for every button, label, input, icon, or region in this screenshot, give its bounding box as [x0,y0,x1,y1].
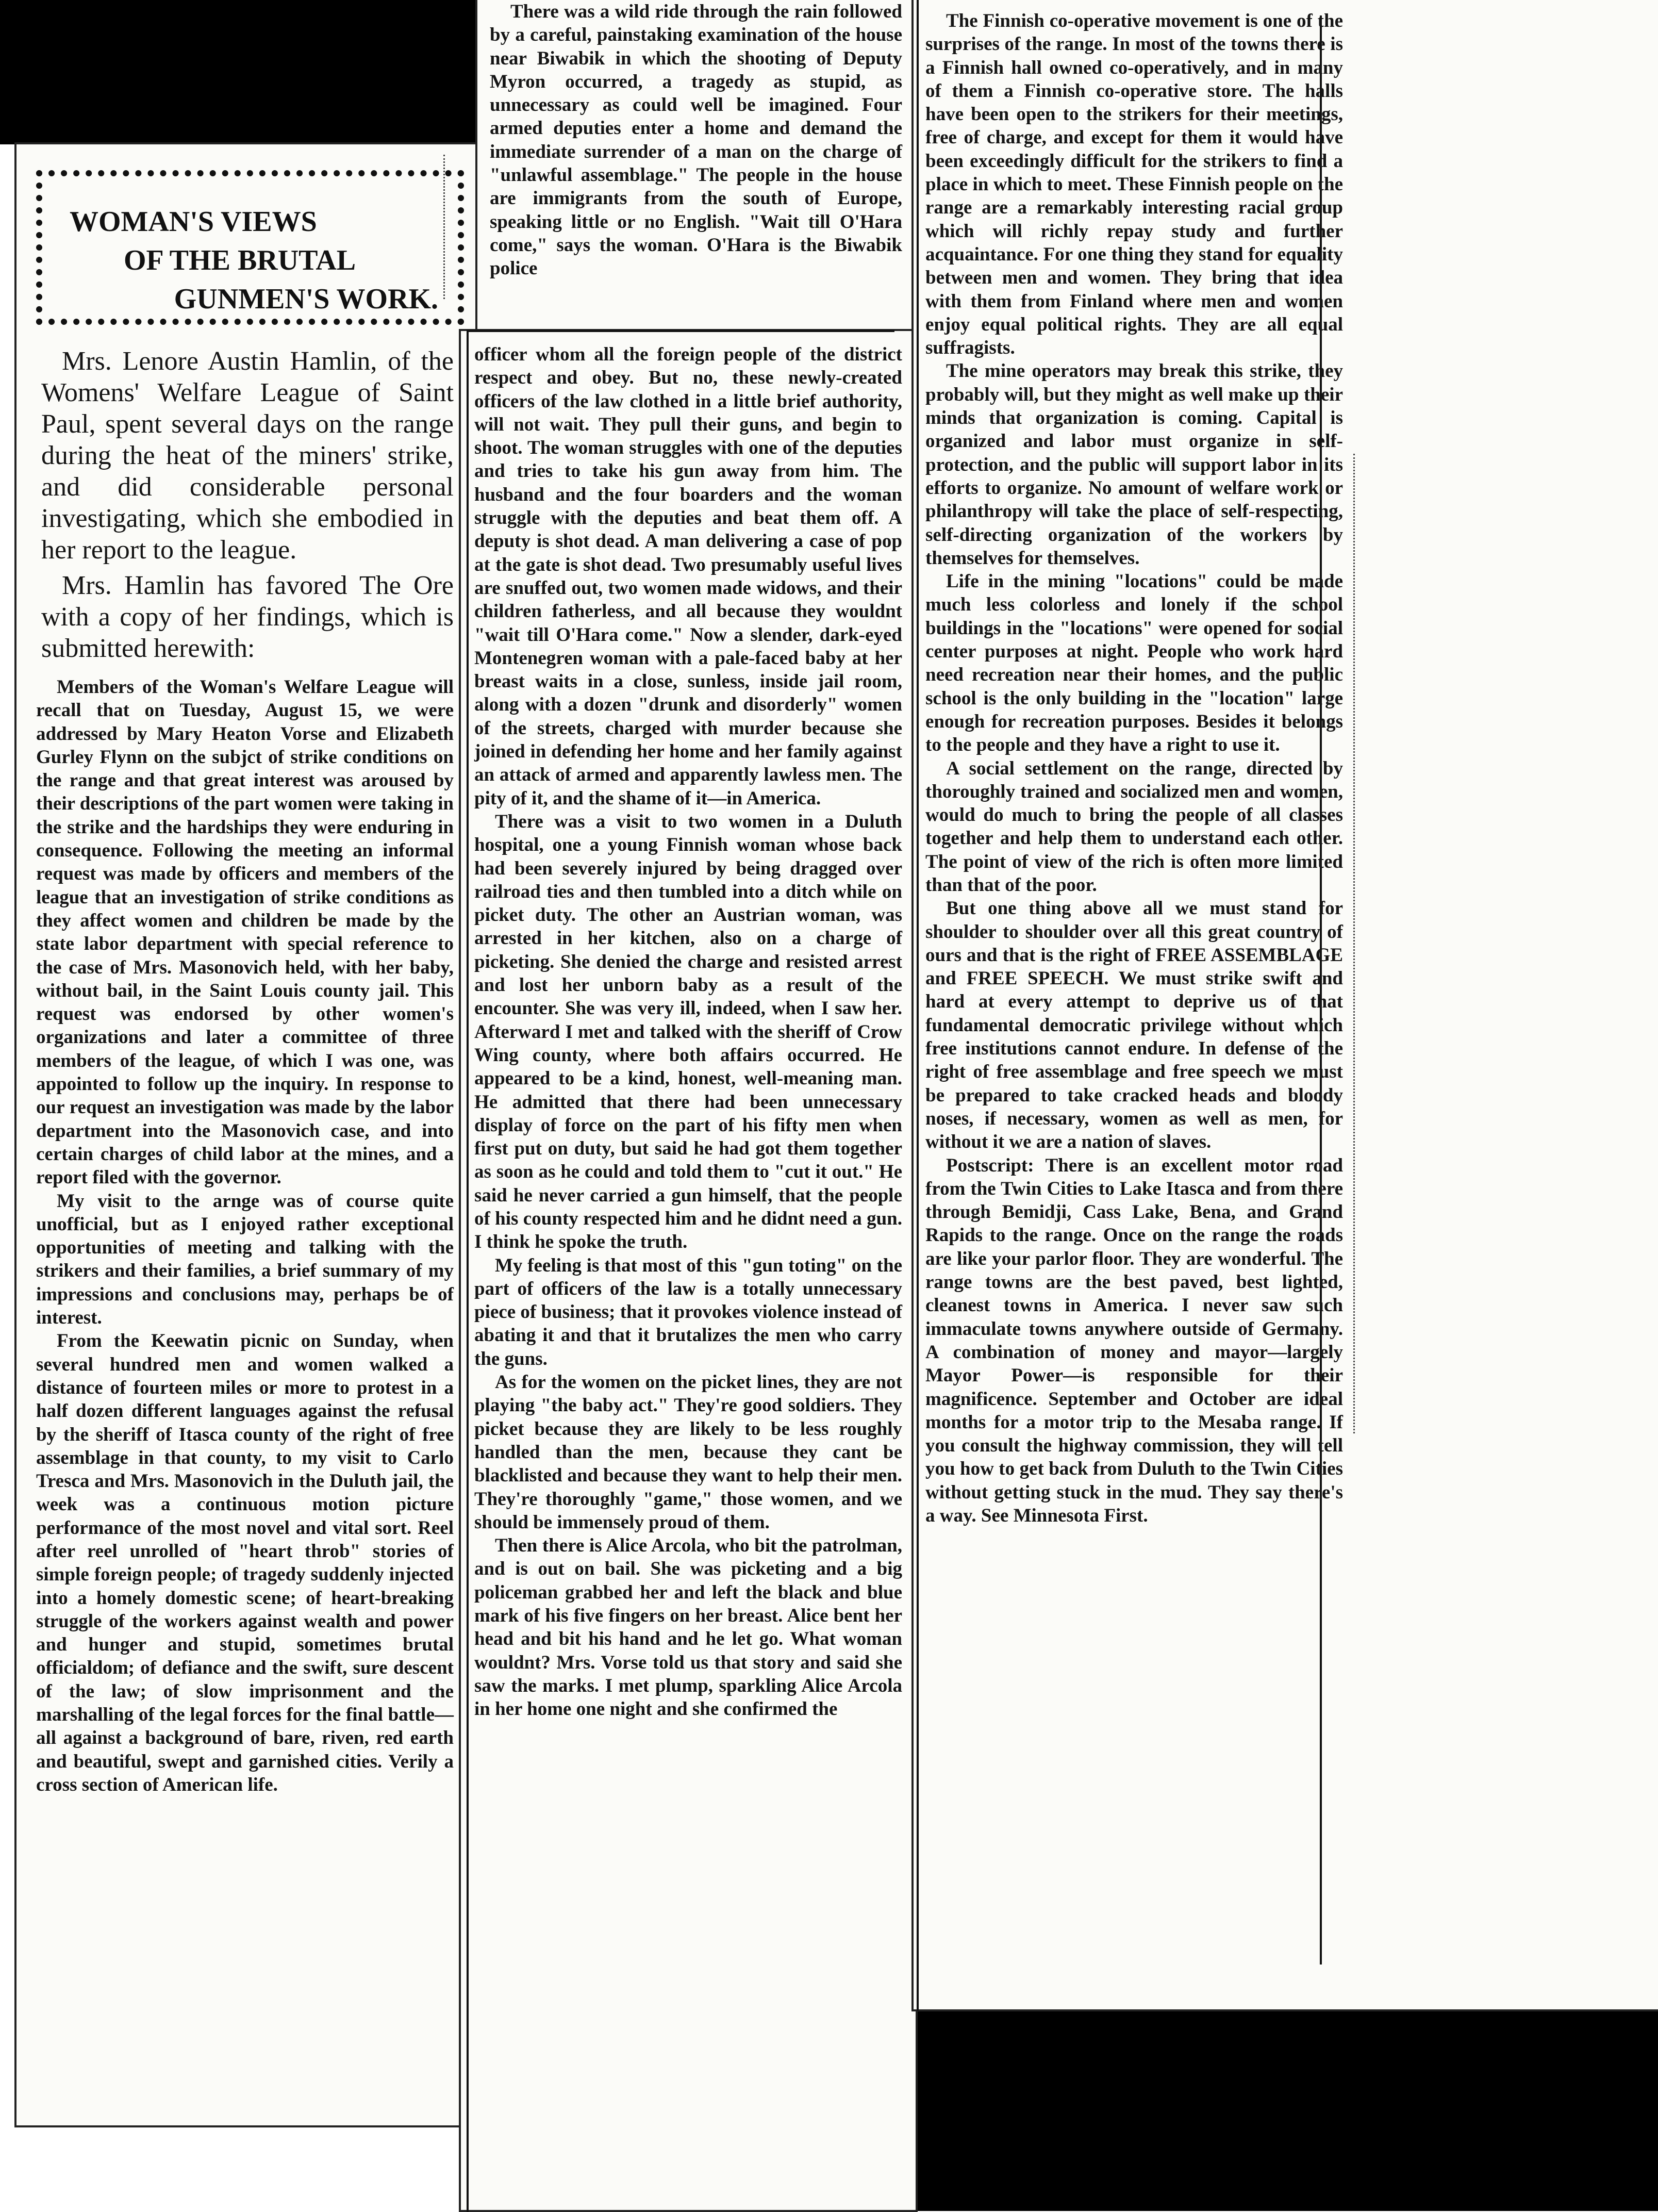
column-2-paragraph-1: officer whom all the foreign people of the district respect and obey. But no, these newly-created officers of the law clothed in a little brief authority, will not wait. They pull their guns, and begin to shoot. The woman struggles with one of the deputies and tries to take his gun away from him. The husband and the four boarders and the woman struggle with the deputies and beat them off. A deputy is shot dead. A man delivering a case of pop at the gate is shot dead. Two presumably useful lives are snuffed out, two women made widows, and their children fatherless, and all because they wouldnt "wait till O'Hara come." Now a slender, dark-eyed Montenegren woman with a pale-faced baby at her breast waits in a close, sunless, inside jail room, along with a dozen "drunk and disorderly" women of the streets, charged with murder because she joined in defending her home and her family against an attack of armed and apparently lawless men. The pity of it, and the shame of it—in America. [474,344,902,809]
headline-line-3: GUNMEN'S WORK. [174,283,438,315]
column-2-body [474,343,902,1721]
column-3-paragraph-1: The Finnish co-operative movement is one of the surprises of the range. In most of the towns there is a Finnish hall owned co-operatively, and in many of them a Finnish co-operative store. The halls have been open to the strikers for their meetings, free of charge, and except for them it would have been exceedingly difficult for the strikers to find a place in which to meet. These Finnish people on the range are a remarkably interesting racial group which will richly repay study and further acquaintance. For one thing they stand for equality between men and women. They bring that idea with them from Finland where men and women enjoy equal political rights. They are all equal suffragists. [925,10,1343,359]
column-2-top-paragraph: There was a wild ride through the rain followed by a careful, painstaking examination of the house near Biwabik in which the shooting of Deputy Myron occurred, a tragedy as stupid, as unnecessary as could well be imagined. Four armed deputies enter a home and demand the immediate surrender of a man on the charge of "unlawful assemblage." The people in the house are immigrants from the south of Europe, speaking little or no English. "Wait till O'Hara come," says the woman. O'Hara is the Biwabik police [490,1,902,279]
column-3-paragraph-4: A social settlement on the range, directed by thoroughly trained and socialized men and women, would do much to bring the people of all classes together and help them to understand each other. The point of view of the rich is often more limited than that of the poor. [925,757,1343,896]
column-2-paragraph-5: Then there is Alice Arcola, who bit the patrolman, and is out on bail. She was picketing and a big policeman grabbed her and left the black and blue mark of his five fingers on her breast. Alice bent her head and bit his hand and he let go. What woman wouldnt? Mrs. Vorse told us that story and said she saw the marks. I met plump, sparkling Alice Arcola in her home one night and she confirmed the [474,1535,902,1720]
scan-background-bottom-right [915,2008,1658,2211]
edge-fragment-marks [1353,454,1375,1433]
headline-line-2: OF THE BRUTAL [124,244,356,276]
column-3-paragraph-6: Postscript: There is an excellent motor road from the Twin Cities to Lake Itasca and from there through Bemidji, Cass Lake, Bena, and Grand Rapids to the range. Once on the range the roads are like your parlor floor. They are wonderful. The range towns are the best paved, best lighted, cleanest towns in America. I never saw such immaculate towns anywhere outside of Germany. A combination of money and mayor—largely Mayor Power—is responsible for their magnificence. September and October are ideal months for a motor trip to the Mesaba range. If you consult the highway commission, they will tell you how to get back from Duluth to the Twin Cities without getting stuck in the mud. They say there's a way. See Minnesota First. [925,1154,1343,1526]
column-1-paragraph-3: From the Keewatin picnic on Sunday, when several hundred men and women walked a distance of fourteen miles or more to protest in a half dozen different languages against the refusal by the sheriff of Itasca county of the right of free assemblage in that county, to my visit to Carlo Tresca and Mrs. Masonovich in the Duluth jail, the week was a continuous motion picture performance of the most novel and vital sort. Reel after reel unrolled of "heart throb" stories of simple foreign people; of tragedy suddenly injected into a homely domestic scene; of heart-breaking struggle of the workers against wealth and power and hunger and stupid, sometimes brutal officialdom; of defiance and the swift, sure descent of the law; of slow imprisonment and the marshalling of the legal forces for the final battle—all against a background of bare, riven, red earth and beautiful, swept and garnished cities. Verily a cross section of American life. [36,1330,454,1795]
scan-background-top-left [0,0,477,144]
intro-paragraph-2: Mrs. Hamlin has favored The Ore with a copy of her findings, which is submitted herewith: [41,571,454,663]
headline-line-1: WOMAN'S VIEWS [70,206,317,238]
intro-text [41,345,454,668]
column-1-paragraph-1: Members of the Woman's Welfare League will recall that on Tuesday, August 15, we were addressed by Mary Heaton Vorse and Elizabeth Gurley Flynn on the subjct of strike conditions on the range and that great interest was aroused by their descriptions of the part women were taking in the strike and the hardships they were enduring in consequence. Following the meeting an informal request was made by officers and members of the league that an investigation of strike conditions as they affect women and children be made by the state labor department with special reference to the case of Mrs. Masonovich held, with her baby, without bail, in the Saint Louis county jail. This request was endorsed by other women's organizations and later a committee of three members of the league, of which I was one, was appointed to follow up the inquiry. In response to our request an investigation was made by the labor department into the Masonovich case, and into certain charges of child labor at the mines, and a report filed with the governor. [36,676,454,1188]
column-2-paragraph-2: There was a visit to two women in a Duluth hospital, one a young Finnish woman whose back had been severely injured by being dragged over railroad ties and then tumbled into a ditch while on picket duty. The other an Austrian woman, was arrested in her kitchen, also on a charge of picketing. She denied the charge and resisted arrest and lost her unborn baby as a result of the encounter. She was very ill, indeed, when I saw her. Afterward I met and talked with the sheriff of Crow Wing county, where both affairs occurred. He appeared to be a kind, honest, well-meaning man. He admitted that there had been unnecessary display of force on the part of his fifty men when first put on duty, but said he had got them together as soon as he could and told them to "cut it out." He said he never carried a gun himself, that the people of his county respected him and he didnt need a gun. I think he spoke the truth. [474,811,902,1253]
column-2-paragraph-3: My feeling is that most of this "gun toting" on the part of officers of the law is a totally unnecessary piece of business; that it provokes violence instead of abating it and that it brutalizes the men who carry the guns. [474,1254,902,1369]
column-3-body [925,9,1343,1527]
intro-paragraph-1: Mrs. Lenore Austin Hamlin, of the Womens' Welfare League of Saint Paul, spent several days on the range during the heat of the miners' strike, and did considerable personal investigating, which she embodied in her report to the league. [41,346,454,565]
column-rule-2 [917,0,919,2011]
edge-fragment-marks-left [443,155,460,299]
column-1-paragraph-2: My visit to the arnge was of course quite unofficial, but as I enjoyed rather exceptional opportunities of meeting and talking with the strikers and their families, a brief summary of my impressions and conclusions may, perhaps be of interest. [36,1190,454,1329]
column-1-body [36,675,454,1796]
scan-background-bottom-middle [915,2037,961,2211]
column-3-paragraph-2: The mine operators may break this strike, they probably will, but they might as well make up their minds that organization is coming. Capital is organized and labor must organize in self-protection, and the public will support labor in its efforts to organize. No amount of welfare work or philanthropy will take the place of self-respecting, self-directing organization of the workers by themselves for themselves. [925,360,1343,569]
column-3-paragraph-5: But one thing above all we must stand for shoulder to shoulder over all this great country of ours and that is the right of FREE ASSEMBLAGE and FREE SPEECH. We must strike swift and hard at every attempt to deprive us of that fundamental democratic privilege without which free institutions cannot endure. In defense of the right of free assemblage and free speech we must be prepared to take cracked heads and bloody noses, if necessary, women as well as men, for without it we are a nation of slaves. [925,898,1343,1153]
column-2-paragraph-4: As for the women on the picket lines, they are not playing "the baby act." They're good soldiers. They picket because they are likely to be less roughly handled than the men, because they cant be blacklisted and because they want to help their men. They're thoroughly "game," those women, and we should be immensely proud of them. [474,1372,902,1533]
column-3-paragraph-3: Life in the mining "locations" could be made much less colorless and lonely if the school buildings in the "locations" were opened for social center purposes at night. People who work hard need recreation near their homes, and the public school is the only building in the "location" large enough for recreation purposes. Besides it belongs to the people and they have a right to use it. [925,571,1343,756]
column-2-top-bottom-rule [467,330,894,332]
column-rule-1 [467,330,469,2212]
column-2-top-body [490,0,902,280]
